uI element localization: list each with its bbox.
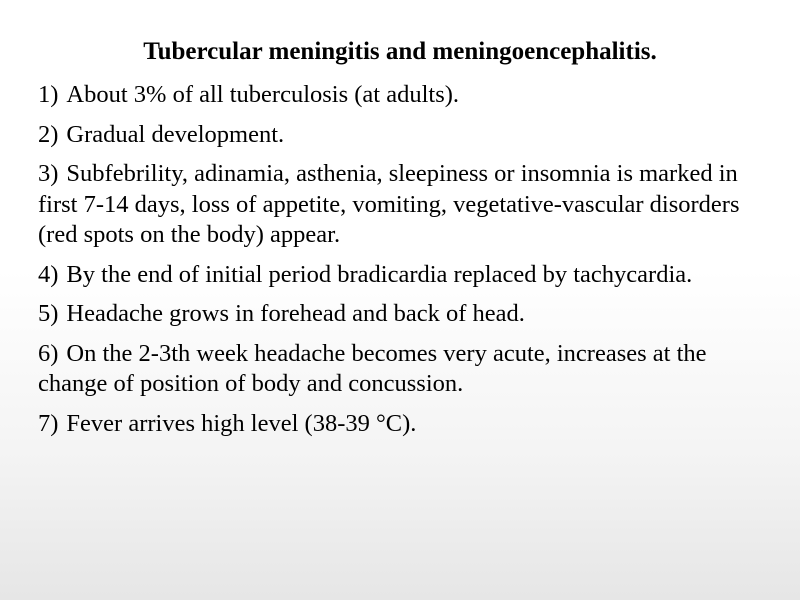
- point-text: By the end of initial period bradicardia replaced by tachycardia.: [66, 260, 693, 288]
- list-item: [38, 339, 758, 400]
- point-number: 5): [38, 300, 59, 327]
- point-number: 7): [38, 409, 59, 437]
- point-list: [38, 80, 758, 448]
- list-item: [38, 260, 758, 291]
- point-number: 6): [38, 339, 59, 367]
- point-number: 3): [38, 160, 59, 187]
- point-text: Subfebrility, adinamia, asthenia, sleepiness or insomnia is marked in first 7-14 days, loss of appetite, vomiting, vegetative-vascular disorders (red spots on the body) appear.: [38, 160, 740, 248]
- slide-title: Tubercular meningitis and meningoencephalitis.: [143, 38, 657, 65]
- point-number: 4): [38, 260, 59, 288]
- list-item: [38, 120, 758, 151]
- point-number: 2): [38, 120, 59, 148]
- list-item: [38, 409, 758, 440]
- point-text: On the 2-3th week headache becomes very acute, increases at the change of position of body and concussion.: [38, 339, 707, 397]
- point-number: 1): [38, 81, 59, 108]
- point-text: Headache grows in forehead and back of head.: [66, 300, 525, 327]
- list-item: [38, 299, 758, 330]
- list-item: [38, 80, 758, 111]
- point-text: Fever arrives high level (38-39 °C).: [66, 409, 417, 437]
- list-item: [38, 159, 758, 251]
- point-text: About 3% of all tuberculosis (at adults).: [66, 81, 460, 108]
- point-text: Gradual development.: [66, 120, 285, 148]
